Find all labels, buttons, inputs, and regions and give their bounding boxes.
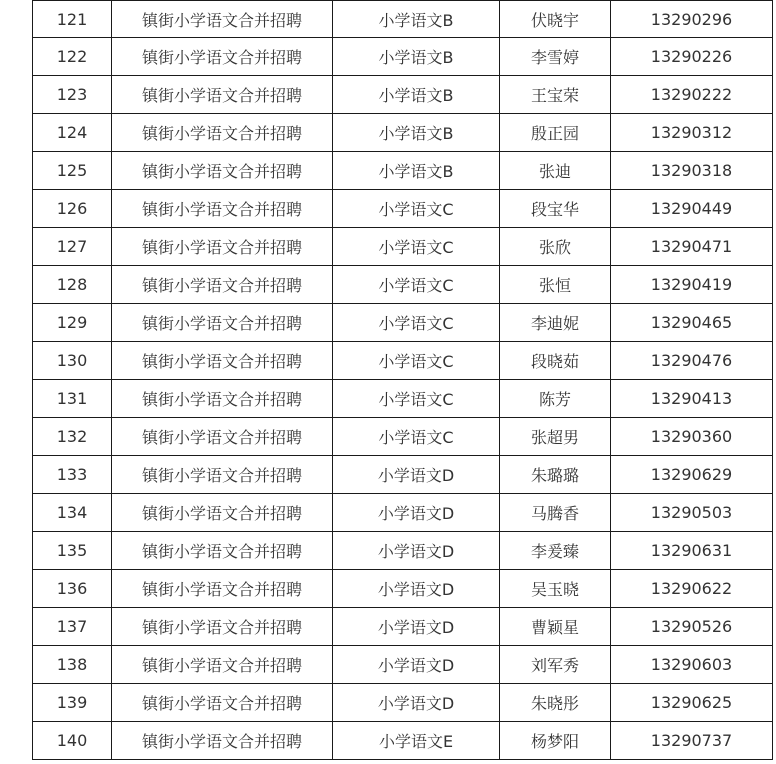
recruiting-unit-cell: 镇街小学语文合并招聘 — [112, 38, 333, 76]
exam-id-cell: 13290296 — [611, 1, 773, 38]
candidate-name-cell: 伏晓宇 — [500, 1, 611, 38]
exam-id-cell: 13290526 — [611, 608, 773, 646]
candidate-name-cell: 张恒 — [500, 266, 611, 304]
recruiting-unit-cell: 镇街小学语文合并招聘 — [112, 190, 333, 228]
table-row — [33, 1, 773, 38]
table-row — [33, 722, 773, 760]
table-row — [33, 152, 773, 190]
recruiting-unit-cell: 镇街小学语文合并招聘 — [112, 266, 333, 304]
row-index-cell: 128 — [33, 266, 112, 304]
post-cell: 小学语文D — [333, 608, 500, 646]
exam-id-cell: 13290312 — [611, 114, 773, 152]
row-index-cell: 133 — [33, 456, 112, 494]
row-index-cell: 137 — [33, 608, 112, 646]
table-row — [33, 380, 773, 418]
recruiting-unit-cell: 镇街小学语文合并招聘 — [112, 342, 333, 380]
table-row — [33, 76, 773, 114]
exam-id-cell: 13290622 — [611, 570, 773, 608]
row-index-cell: 130 — [33, 342, 112, 380]
post-cell: 小学语文E — [333, 722, 500, 760]
post-cell: 小学语文B — [333, 1, 500, 38]
candidate-name-cell: 陈芳 — [500, 380, 611, 418]
candidate-name-cell: 张欣 — [500, 228, 611, 266]
candidate-name-cell: 段宝华 — [500, 190, 611, 228]
table-row — [33, 418, 773, 456]
candidate-name-cell: 张迪 — [500, 152, 611, 190]
post-cell: 小学语文C — [333, 266, 500, 304]
row-index-cell: 129 — [33, 304, 112, 342]
row-index-cell: 132 — [33, 418, 112, 456]
post-cell: 小学语文D — [333, 456, 500, 494]
recruiting-unit-cell: 镇街小学语文合并招聘 — [112, 456, 333, 494]
post-cell: 小学语文D — [333, 570, 500, 608]
table-row — [33, 646, 773, 684]
post-cell: 小学语文D — [333, 646, 500, 684]
recruiting-unit-cell: 镇街小学语文合并招聘 — [112, 304, 333, 342]
row-index-cell: 123 — [33, 76, 112, 114]
row-index-cell: 134 — [33, 494, 112, 532]
candidate-name-cell: 朱晓彤 — [500, 684, 611, 722]
post-cell: 小学语文B — [333, 152, 500, 190]
table-row — [33, 494, 773, 532]
table-row — [33, 38, 773, 76]
recruiting-unit-cell: 镇街小学语文合并招聘 — [112, 684, 333, 722]
row-index-cell: 135 — [33, 532, 112, 570]
exam-id-cell: 13290465 — [611, 304, 773, 342]
candidate-name-cell: 段晓茹 — [500, 342, 611, 380]
exam-id-cell: 13290737 — [611, 722, 773, 760]
row-index-cell: 125 — [33, 152, 112, 190]
post-cell: 小学语文D — [333, 532, 500, 570]
table-row — [33, 304, 773, 342]
exam-id-cell: 13290631 — [611, 532, 773, 570]
post-cell: 小学语文C — [333, 304, 500, 342]
exam-id-cell: 13290503 — [611, 494, 773, 532]
row-index-cell: 131 — [33, 380, 112, 418]
row-index-cell: 127 — [33, 228, 112, 266]
recruiting-unit-cell: 镇街小学语文合并招聘 — [112, 1, 333, 38]
table-row — [33, 342, 773, 380]
candidate-name-cell: 马腾香 — [500, 494, 611, 532]
exam-id-cell: 13290603 — [611, 646, 773, 684]
row-index-cell: 138 — [33, 646, 112, 684]
post-cell: 小学语文C — [333, 380, 500, 418]
candidate-name-cell: 李迪妮 — [500, 304, 611, 342]
candidate-name-cell: 张超男 — [500, 418, 611, 456]
table-row — [33, 608, 773, 646]
recruiting-unit-cell: 镇街小学语文合并招聘 — [112, 722, 333, 760]
table-row — [33, 114, 773, 152]
row-index-cell: 140 — [33, 722, 112, 760]
post-cell: 小学语文B — [333, 114, 500, 152]
row-index-cell: 139 — [33, 684, 112, 722]
candidate-name-cell: 殷正园 — [500, 114, 611, 152]
candidate-name-cell: 李雪婷 — [500, 38, 611, 76]
recruiting-unit-cell: 镇街小学语文合并招聘 — [112, 570, 333, 608]
candidate-name-cell: 朱璐璐 — [500, 456, 611, 494]
exam-id-cell: 13290413 — [611, 380, 773, 418]
table-row — [33, 456, 773, 494]
recruiting-unit-cell: 镇街小学语文合并招聘 — [112, 532, 333, 570]
table-row — [33, 570, 773, 608]
recruiting-unit-cell: 镇街小学语文合并招聘 — [112, 646, 333, 684]
recruiting-unit-cell: 镇街小学语文合并招聘 — [112, 76, 333, 114]
candidate-name-cell: 李爰臻 — [500, 532, 611, 570]
exam-id-cell: 13290471 — [611, 228, 773, 266]
post-cell: 小学语文C — [333, 342, 500, 380]
exam-id-cell: 13290629 — [611, 456, 773, 494]
recruiting-unit-cell: 镇街小学语文合并招聘 — [112, 152, 333, 190]
candidate-name-cell: 吴玉晓 — [500, 570, 611, 608]
table-row — [33, 266, 773, 304]
recruiting-unit-cell: 镇街小学语文合并招聘 — [112, 228, 333, 266]
row-index-cell: 126 — [33, 190, 112, 228]
table-row — [33, 228, 773, 266]
exam-id-cell: 13290476 — [611, 342, 773, 380]
recruiting-unit-cell: 镇街小学语文合并招聘 — [112, 114, 333, 152]
exam-id-cell: 13290318 — [611, 152, 773, 190]
post-cell: 小学语文C — [333, 418, 500, 456]
exam-id-cell: 13290226 — [611, 38, 773, 76]
candidate-name-cell: 刘军秀 — [500, 646, 611, 684]
post-cell: 小学语文B — [333, 76, 500, 114]
table-row — [33, 532, 773, 570]
candidate-name-cell: 王宝荣 — [500, 76, 611, 114]
row-index-cell: 124 — [33, 114, 112, 152]
candidate-table-body — [33, 1, 773, 760]
post-cell: 小学语文C — [333, 190, 500, 228]
row-index-cell: 136 — [33, 570, 112, 608]
row-index-cell: 121 — [33, 1, 112, 38]
exam-id-cell: 13290222 — [611, 76, 773, 114]
recruiting-unit-cell: 镇街小学语文合并招聘 — [112, 494, 333, 532]
recruiting-unit-cell: 镇街小学语文合并招聘 — [112, 380, 333, 418]
table-row — [33, 190, 773, 228]
post-cell: 小学语文D — [333, 494, 500, 532]
exam-id-cell: 13290360 — [611, 418, 773, 456]
post-cell: 小学语文B — [333, 38, 500, 76]
exam-id-cell: 13290625 — [611, 684, 773, 722]
recruiting-unit-cell: 镇街小学语文合并招聘 — [112, 608, 333, 646]
recruiting-unit-cell: 镇街小学语文合并招聘 — [112, 418, 333, 456]
post-cell: 小学语文C — [333, 228, 500, 266]
candidate-name-cell: 曹颖星 — [500, 608, 611, 646]
exam-id-cell: 13290419 — [611, 266, 773, 304]
row-index-cell: 122 — [33, 38, 112, 76]
candidate-table — [32, 0, 773, 760]
post-cell: 小学语文D — [333, 684, 500, 722]
exam-id-cell: 13290449 — [611, 190, 773, 228]
candidate-name-cell: 杨梦阳 — [500, 722, 611, 760]
table-row — [33, 684, 773, 722]
